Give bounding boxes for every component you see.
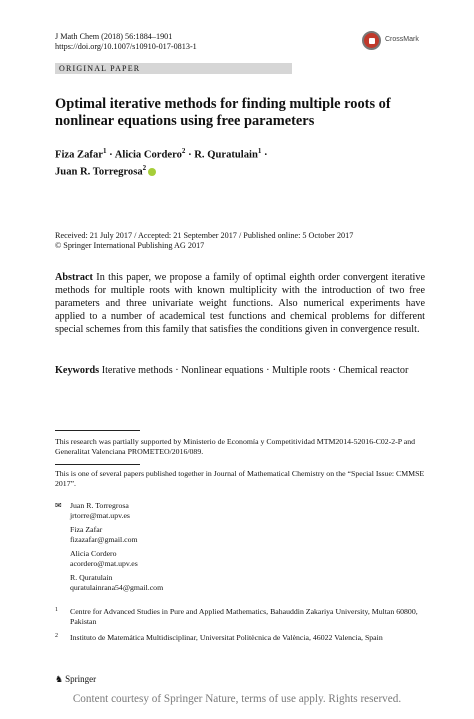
crossmark-label: CrossMark <box>385 36 419 43</box>
affiliation-marker: 2 <box>181 147 186 155</box>
dates-line: Received: 21 July 2017 / Accepted: 21 September 2017 / Published online: 5 October 2017 <box>55 231 354 240</box>
crossmark-icon <box>362 31 381 50</box>
contact-email[interactable]: acordero@mat.upv.es <box>70 559 138 568</box>
author-list <box>55 145 425 179</box>
author-separator: · <box>109 149 113 161</box>
journal-line: J Math Chem (2018) 56:1884–1901 <box>55 32 173 41</box>
keywords-label: Keywords <box>55 365 100 376</box>
affiliation-number: 2 <box>55 633 58 639</box>
contact-name: R. Quratulain <box>70 573 113 582</box>
crossmark-badge[interactable] <box>362 31 432 53</box>
abstract-section <box>55 271 425 336</box>
publisher-logo <box>55 674 96 685</box>
affiliation-text: Centre for Advanced Studies in Pure and Applied Mathematics, Bahauddin Zakariya University, Multan 60800, Pakistan <box>70 607 418 626</box>
affiliation-marker: 2 <box>142 164 147 173</box>
article-type-label: ORIGINAL PAPER <box>59 64 141 73</box>
author-separator: · <box>188 149 192 161</box>
contact-name: Alicia Cordero <box>70 549 117 558</box>
envelope-icon: ✉ <box>55 501 62 510</box>
copyright-line: © Springer International Publishing AG 2017 <box>55 241 205 250</box>
keywords-section <box>55 364 425 377</box>
contact-email[interactable]: fizazafar@gmail.com <box>70 535 138 544</box>
springer-horse-icon: ♞ <box>55 675 64 685</box>
journal-citation <box>55 32 197 52</box>
affiliation-number: 1 <box>55 607 58 613</box>
abstract-label: Abstract <box>55 272 93 283</box>
affiliation-marker: 1 <box>257 147 262 155</box>
author-separator: · <box>264 149 268 161</box>
affiliation-text: Instituto de Matemática Multidisciplinar, Universitat Politècnica de València, 46022 Valencia, Spain <box>70 633 383 642</box>
publisher-name: Springer <box>65 674 97 684</box>
contact-name: Fiza Zafar <box>70 525 103 534</box>
contact-name: Juan R. Torregrosa <box>70 501 129 510</box>
publication-dates <box>55 231 425 251</box>
contact-entry <box>70 501 130 521</box>
keywords-text: Iterative methods · Nonlinear equations · Multiple roots · Chemical reactor <box>101 365 409 376</box>
paper-title: Optimal iterative methods for finding multiple roots of nonlinear equations using free parameters <box>55 96 391 129</box>
author-name[interactable]: Juan R. Torregrosa <box>55 166 143 178</box>
doi-link[interactable]: https://doi.org/10.1007/s10910-017-0813-1 <box>55 42 197 51</box>
author-name[interactable]: R. Quratulain <box>194 149 258 161</box>
author-name[interactable]: Fiza Zafar <box>55 149 103 161</box>
abstract-text: In this paper, we propose a family of optimal eighth order convergent iterative methods for multiple roots with known multiplicity with the introduction of two free parameters and three univariate weight functions. Also numerical experiments have applied to a number of academical test functions and chemical problems for different special schemes from this family that satisfies the conditions given in convergence result. <box>55 272 425 335</box>
footnote-divider <box>55 430 140 431</box>
affiliation-marker: 1 <box>102 147 107 155</box>
author-name[interactable]: Alicia Cordero <box>114 149 182 161</box>
special-issue-footnote: This is one of several papers published together in Journal of Mathematical Chemistry on the “Special Issue: CMMSE 2017”. <box>55 469 425 488</box>
article-type-banner <box>55 63 292 74</box>
contact-entry <box>70 525 138 545</box>
orcid-icon[interactable] <box>148 168 156 176</box>
contact-entry <box>70 573 163 593</box>
contact-entry <box>70 549 138 569</box>
contact-email[interactable]: jrtorre@mat.upv.es <box>70 511 130 520</box>
contact-email[interactable]: quratulainrana54@gmail.com <box>70 583 164 592</box>
funding-footnote: This research was partially supported by Ministerio de Economía y Competitividad MTM2014-52016-C02-2-P and Generalitat Valenciana PROMETEO/2016/089. <box>55 437 416 456</box>
footnote-divider <box>55 464 140 465</box>
courtesy-watermark: Content courtesy of Springer Nature, terms of use apply. Rights reserved. <box>72 693 402 705</box>
